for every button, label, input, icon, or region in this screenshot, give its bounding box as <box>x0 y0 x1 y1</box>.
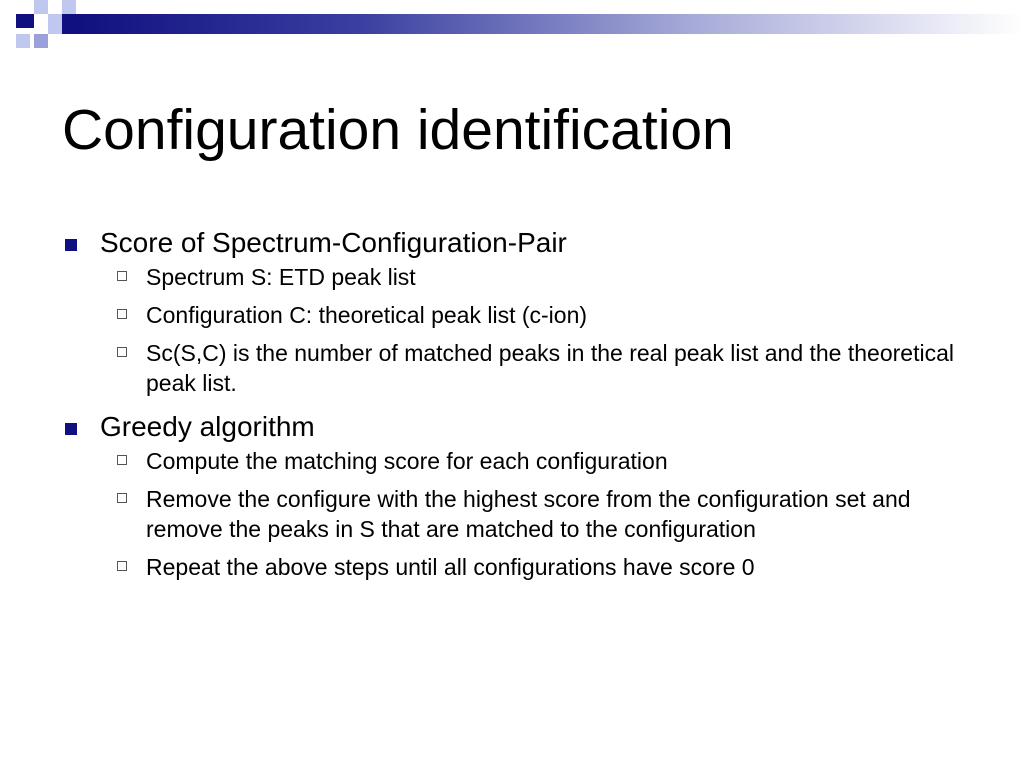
mid-square-decoration <box>34 34 48 48</box>
sub-bullet-item <box>62 262 992 292</box>
sub-bullet-text: Repeat the above steps until all configurations have score 0 <box>146 554 755 580</box>
bullet-greedy <box>62 406 992 448</box>
light-square-decoration <box>16 34 30 48</box>
sub-bullet-text: Remove the configure with the highest score from the configuration set and remove the peaks in S that are matched to the configuration <box>146 486 911 542</box>
sub-bullet-list <box>62 262 992 398</box>
decorative-header-bar <box>0 0 1023 48</box>
sub-bullet-item <box>62 552 992 582</box>
light-square-decoration <box>62 0 76 14</box>
sub-bullet-text: Compute the matching score for each configuration <box>146 448 668 474</box>
slide-content <box>62 222 992 590</box>
sub-bullet-item <box>62 300 992 330</box>
navy-square-decoration <box>16 14 34 28</box>
sub-bullet-item <box>62 338 992 398</box>
sub-bullet-item <box>62 484 992 544</box>
bullet-text: Greedy algorithm <box>100 411 315 442</box>
hollow-square-bullet-icon <box>117 493 127 503</box>
hollow-square-bullet-icon <box>117 271 127 281</box>
hollow-square-bullet-icon <box>117 455 127 465</box>
square-bullet-icon <box>65 239 77 251</box>
square-bullet-icon <box>65 423 77 435</box>
light-square-decoration <box>48 14 62 34</box>
sub-bullet-list <box>62 446 992 582</box>
hollow-square-bullet-icon <box>117 347 127 357</box>
navy-square-decoration <box>62 14 76 34</box>
hollow-square-bullet-icon <box>117 561 127 571</box>
gradient-strip-decoration <box>76 14 1023 34</box>
slide-title: Configuration identification <box>62 98 734 162</box>
bullet-text: Score of Spectrum-Configuration-Pair <box>100 227 567 258</box>
bullet-score <box>62 222 992 264</box>
light-square-decoration <box>34 0 48 14</box>
hollow-square-bullet-icon <box>117 309 127 319</box>
sub-bullet-text: Spectrum S: ETD peak list <box>146 264 416 290</box>
sub-bullet-item <box>62 446 992 476</box>
sub-bullet-text: Sc(S,C) is the number of matched peaks in the real peak list and the theoretical peak list. <box>146 340 954 396</box>
sub-bullet-text: Configuration C: theoretical peak list (c-ion) <box>146 302 588 328</box>
